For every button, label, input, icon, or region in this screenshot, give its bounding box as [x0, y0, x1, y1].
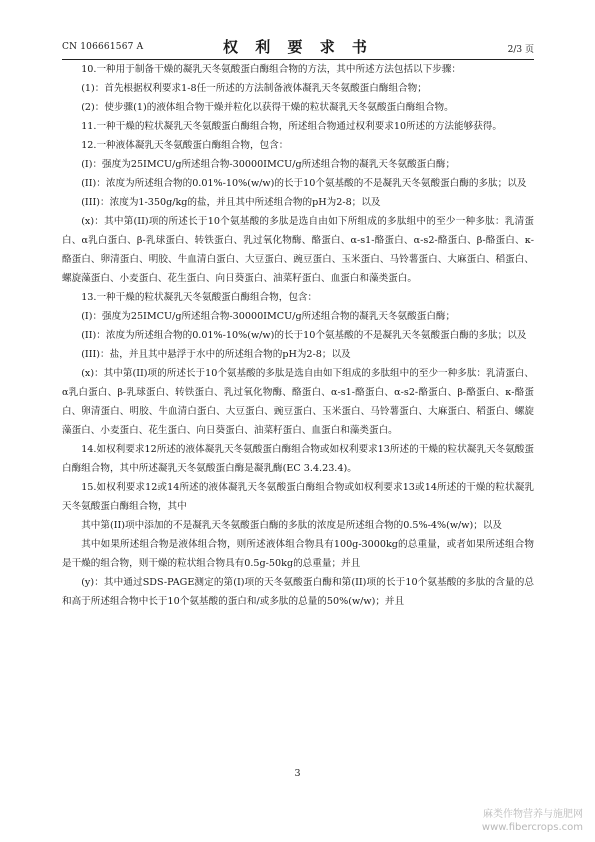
- document-title: 权 利 要 求 书: [223, 38, 373, 56]
- page-reference: 2/3 页: [507, 45, 534, 55]
- claim-15-item-y: (y)：其中通过SDS-PAGE测定的第(I)项的天冬氨酸蛋白酶和第(II)项的长于10个氨基酸的多肽的含量的总和高于所述组合物中长于10个氨基酸的蛋白和/或多肽的总量的50%(w/w)；并且: [62, 577, 534, 607]
- claim-13-item-i: (I)：强度为25IMCU/g所述组合物-30000IMCU/g所述组合物的凝乳天冬氨酸蛋白酶；: [81, 311, 456, 322]
- claim-12-item-iii: (III)：浓度为1-350g/kg的盐，并且其中所述组合物的pH为2-8；以及: [81, 197, 381, 208]
- claim-10: 10.一种用于制备干燥的凝乳天冬氨酸蛋白酶组合物的方法，其中所述方法包括以下步骤：: [81, 64, 462, 75]
- watermark: [482, 808, 583, 834]
- publication-number: CN 106661567 A: [62, 42, 144, 52]
- claim-13-item-ii: (II)：浓度为所述组合物的0.01%-10%(w/w)的长于10个氨基酸的不是凝乳天冬氨酸蛋白酶的多肽；以及: [81, 330, 527, 341]
- claim-13-item-x: (x)：其中第(II)项的所述长于10个氨基酸的多肽是选自由如下组成的多肽组中的至少一种多肽：乳清蛋白、α乳白蛋白、β-乳球蛋白、转铁蛋白、乳过氧化物酶、酪蛋白、α-s1-酪蛋白、α-s2-酪蛋白、β-酪蛋白、κ-酪蛋白、卵清蛋白、明胶、牛血清白蛋白、大豆蛋白、豌豆蛋白、玉米蛋白、马铃薯蛋白、大麻蛋白、稻蛋白、螺旋藻蛋白、小麦蛋白、花生蛋白、向日葵蛋白、油菜籽蛋白、血蛋白和藻类蛋白。: [62, 368, 534, 436]
- watermark-line-2: www.fibercrops.com: [481, 822, 583, 833]
- claim-15-clause-1: 其中第(II)项中添加的不是凝乳天冬氨酸蛋白酶的多肽的浓度是所述组合物的0.5%-4%(w/w)；以及: [81, 520, 503, 531]
- claim-12-item-i: (I)：强度为25IMCU/g所述组合物-30000IMCU/g所述组合物的凝乳天冬氨酸蛋白酶；: [81, 159, 456, 170]
- claim-12: 12.一种液体凝乳天冬氨酸蛋白酶组合物，包含：: [81, 140, 289, 151]
- claim-14: 14.如权利要求12所述的液体凝乳天冬氨酸蛋白酶组合物或如权利要求13所述的干燥的粒状凝乳天冬氨酸蛋白酶组合物，其中所述凝乳天冬氨酸蛋白酶是凝乳酶(EC 3.4.23.4)。: [62, 444, 534, 474]
- page-number: 3: [294, 768, 301, 779]
- claim-12-item-ii: (II)：浓度为所述组合物的0.01%-10%(w/w)的长于10个氨基酸的不是凝乳天冬氨酸蛋白酶的多肽；以及: [81, 178, 527, 189]
- page-header: [62, 34, 534, 58]
- watermark-line-1: 麻类作物营养与施肥网: [483, 809, 583, 820]
- claim-10-step-1: (1)：首先根据权利要求1-8任一所述的方法制备液体凝乳天冬氨酸蛋白酶组合物；: [81, 83, 427, 94]
- claim-15-clause-2: 其中如果所述组合物是液体组合物，则所述液体组合物具有100g-3000kg的总重量，或者如果所述组合物是干燥的组合物，则干燥的粒状组合物具有0.5g-50kg的总重量；并且: [62, 539, 534, 569]
- claim-13-item-iii: (III)：盐，并且其中悬浮于水中的所述组合物的pH为2-8；以及: [81, 349, 351, 360]
- claim-11: 11.一种干燥的粒状凝乳天冬氨酸蛋白酶组合物，所述组合物通过权利要求10所述的方法能够获得。: [81, 121, 502, 132]
- claim-12-item-x: (x)：其中第(II)项的所述长于10个氨基酸的多肽是选自由如下所组成的多肽组中的至少一种多肽：乳清蛋白、α乳白蛋白、β-乳球蛋白、转铁蛋白、乳过氧化物酶、酪蛋白、α-s1-酪蛋白、α-s2-酪蛋白、β-酪蛋白、κ-酪蛋白、卵清蛋白、明胶、牛血清白蛋白、大豆蛋白、豌豆蛋白、玉米蛋白、马铃薯蛋白、大麻蛋白、稻蛋白、螺旋藻蛋白、小麦蛋白、花生蛋白、向日葵蛋白、油菜籽蛋白、血蛋白和藻类蛋白。: [62, 216, 534, 284]
- claim-13: 13.一种干燥的粒状凝乳天冬氨酸蛋白酶组合物，包含：: [81, 292, 318, 303]
- claims-body: [62, 60, 534, 611]
- claim-15: 15.如权利要求12或14所述的液体凝乳天冬氨酸蛋白酶组合物或如权利要求13或14所述的干燥的粒状凝乳天冬氨酸蛋白酶组合物，其中: [62, 482, 534, 512]
- claim-10-step-2: (2)：使步骤(1)的液体组合物干燥并粒化以获得干燥的粒状凝乳天冬氨酸蛋白酶组合物。: [81, 102, 454, 113]
